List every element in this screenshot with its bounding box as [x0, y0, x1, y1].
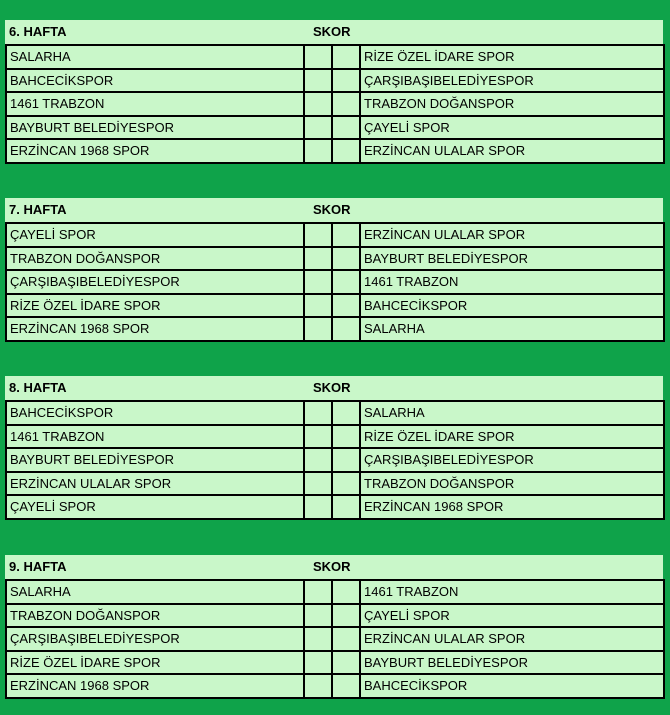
away-score-cell[interactable]	[332, 401, 360, 425]
home-score-cell[interactable]	[304, 223, 332, 247]
away-score-cell[interactable]	[332, 317, 360, 341]
away-team-cell: RİZE ÖZEL İDARE SPOR	[360, 45, 664, 69]
match-row	[6, 92, 664, 116]
home-team-cell: SALARHA	[6, 45, 304, 69]
away-team-cell: 1461 TRABZON	[360, 270, 664, 294]
home-score-cell[interactable]	[304, 472, 332, 496]
home-team-cell: BAHCECİKSPOR	[6, 401, 304, 425]
away-score-cell[interactable]	[332, 495, 360, 519]
away-team-cell: 1461 TRABZON	[360, 580, 664, 604]
home-team-cell: BAHCECİKSPOR	[6, 69, 304, 93]
match-row	[6, 495, 664, 519]
home-score-cell[interactable]	[304, 294, 332, 318]
week-header	[5, 376, 663, 400]
match-row	[6, 270, 664, 294]
home-score-cell[interactable]	[304, 425, 332, 449]
home-team-cell: BAYBURT BELEDİYESPOR	[6, 116, 304, 140]
home-score-cell[interactable]	[304, 317, 332, 341]
score-header: SKOR	[313, 202, 351, 217]
home-score-cell[interactable]	[304, 627, 332, 651]
match-row	[6, 317, 664, 341]
home-score-cell[interactable]	[304, 401, 332, 425]
away-team-cell: ÇARŞIBAŞIBELEDİYESPOR	[360, 69, 664, 93]
match-row	[6, 425, 664, 449]
home-score-cell[interactable]	[304, 92, 332, 116]
away-team-cell: ERZİNCAN 1968 SPOR	[360, 495, 664, 519]
home-score-cell[interactable]	[304, 45, 332, 69]
week-block	[5, 555, 663, 699]
home-score-cell[interactable]	[304, 580, 332, 604]
away-score-cell[interactable]	[332, 604, 360, 628]
match-row	[6, 45, 664, 69]
week-header	[5, 20, 663, 44]
home-score-cell[interactable]	[304, 651, 332, 675]
away-score-cell[interactable]	[332, 294, 360, 318]
away-team-cell: ÇAYELİ SPOR	[360, 604, 664, 628]
home-team-cell: ÇAYELİ SPOR	[6, 495, 304, 519]
home-team-cell: TRABZON DOĞANSPOR	[6, 247, 304, 271]
away-score-cell[interactable]	[332, 69, 360, 93]
home-score-cell[interactable]	[304, 139, 332, 163]
home-team-cell: 1461 TRABZON	[6, 92, 304, 116]
week-block	[5, 20, 663, 164]
away-team-cell: SALARHA	[360, 317, 664, 341]
away-score-cell[interactable]	[332, 472, 360, 496]
home-score-cell[interactable]	[304, 495, 332, 519]
match-row	[6, 674, 664, 698]
home-score-cell[interactable]	[304, 448, 332, 472]
away-score-cell[interactable]	[332, 627, 360, 651]
away-team-cell: SALARHA	[360, 401, 664, 425]
home-team-cell: ERZİNCAN 1968 SPOR	[6, 139, 304, 163]
score-header: SKOR	[313, 559, 351, 574]
away-team-cell: BAYBURT BELEDİYESPOR	[360, 651, 664, 675]
home-team-cell: ÇARŞIBAŞIBELEDİYESPOR	[6, 627, 304, 651]
away-team-cell: ERZİNCAN ULALAR SPOR	[360, 139, 664, 163]
away-score-cell[interactable]	[332, 247, 360, 271]
match-table	[5, 44, 665, 164]
away-score-cell[interactable]	[332, 270, 360, 294]
away-team-cell: ERZİNCAN ULALAR SPOR	[360, 223, 664, 247]
week-title: 6. HAFTA	[9, 24, 67, 39]
home-team-cell: ÇAYELİ SPOR	[6, 223, 304, 247]
match-row	[6, 223, 664, 247]
away-score-cell[interactable]	[332, 651, 360, 675]
home-team-cell: 1461 TRABZON	[6, 425, 304, 449]
match-table	[5, 579, 665, 699]
match-row	[6, 448, 664, 472]
home-score-cell[interactable]	[304, 270, 332, 294]
home-team-cell: BAYBURT BELEDİYESPOR	[6, 448, 304, 472]
away-team-cell: TRABZON DOĞANSPOR	[360, 472, 664, 496]
away-score-cell[interactable]	[332, 139, 360, 163]
home-team-cell: ERZİNCAN ULALAR SPOR	[6, 472, 304, 496]
away-team-cell: RİZE ÖZEL İDARE SPOR	[360, 425, 664, 449]
home-team-cell: RİZE ÖZEL İDARE SPOR	[6, 651, 304, 675]
week-header	[5, 198, 663, 222]
away-team-cell: ÇARŞIBAŞIBELEDİYESPOR	[360, 448, 664, 472]
away-team-cell: ERZİNCAN ULALAR SPOR	[360, 627, 664, 651]
home-score-cell[interactable]	[304, 69, 332, 93]
away-score-cell[interactable]	[332, 116, 360, 140]
away-team-cell: ÇAYELİ SPOR	[360, 116, 664, 140]
week-header	[5, 555, 663, 579]
match-row	[6, 116, 664, 140]
match-row	[6, 472, 664, 496]
score-header: SKOR	[313, 24, 351, 39]
away-score-cell[interactable]	[332, 425, 360, 449]
home-team-cell: RİZE ÖZEL İDARE SPOR	[6, 294, 304, 318]
home-team-cell: TRABZON DOĞANSPOR	[6, 604, 304, 628]
match-table	[5, 222, 665, 342]
match-row	[6, 139, 664, 163]
week-title: 9. HAFTA	[9, 559, 67, 574]
home-team-cell: ERZİNCAN 1968 SPOR	[6, 317, 304, 341]
home-team-cell: SALARHA	[6, 580, 304, 604]
week-title: 7. HAFTA	[9, 202, 67, 217]
match-row	[6, 401, 664, 425]
home-score-cell[interactable]	[304, 674, 332, 698]
score-header: SKOR	[313, 380, 351, 395]
match-row	[6, 627, 664, 651]
match-row	[6, 69, 664, 93]
away-team-cell: TRABZON DOĞANSPOR	[360, 92, 664, 116]
home-team-cell: ERZİNCAN 1968 SPOR	[6, 674, 304, 698]
match-row	[6, 294, 664, 318]
away-team-cell: BAHCECİKSPOR	[360, 674, 664, 698]
match-row	[6, 651, 664, 675]
week-title: 8. HAFTA	[9, 380, 67, 395]
week-block	[5, 198, 663, 342]
home-team-cell: ÇARŞIBAŞIBELEDİYESPOR	[6, 270, 304, 294]
match-row	[6, 580, 664, 604]
away-score-cell[interactable]	[332, 92, 360, 116]
away-score-cell[interactable]	[332, 674, 360, 698]
home-score-cell[interactable]	[304, 604, 332, 628]
match-table	[5, 400, 665, 520]
away-team-cell: BAYBURT BELEDİYESPOR	[360, 247, 664, 271]
away-score-cell[interactable]	[332, 580, 360, 604]
match-row	[6, 247, 664, 271]
away-score-cell[interactable]	[332, 448, 360, 472]
away-score-cell[interactable]	[332, 223, 360, 247]
away-score-cell[interactable]	[332, 45, 360, 69]
home-score-cell[interactable]	[304, 116, 332, 140]
match-row	[6, 604, 664, 628]
home-score-cell[interactable]	[304, 247, 332, 271]
week-block	[5, 376, 663, 520]
away-team-cell: BAHCECİKSPOR	[360, 294, 664, 318]
